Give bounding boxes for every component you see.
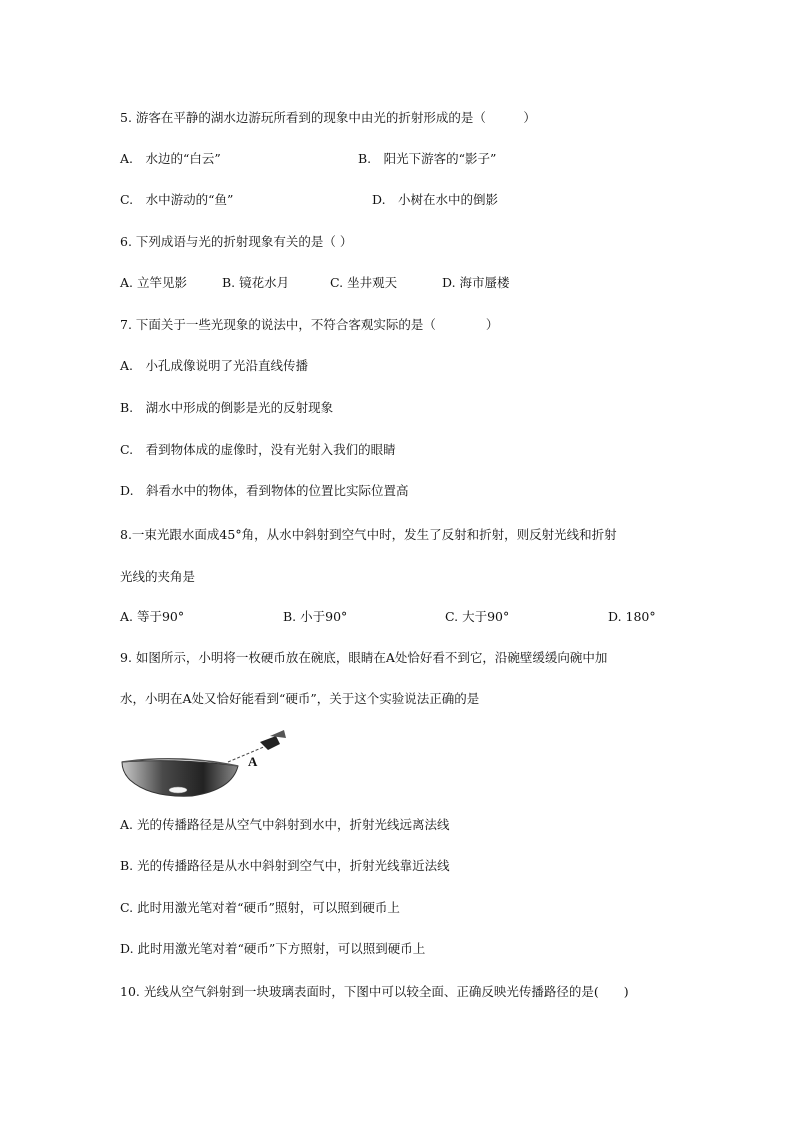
question-7-option-c: C. 看到物体成的虚像时，没有光射入我们的眼睛 xyxy=(120,442,396,457)
question-7-option-b: B. 湖水中形成的倒影是光的反射现象 xyxy=(120,400,334,415)
question-9-option-a: A. 光的传播路径是从空气中斜射到水中，折射光线远离法线 xyxy=(120,817,450,832)
question-8-option-b: B. 小于90° xyxy=(283,609,348,624)
question-7-option-a: A. 小孔成像说明了光沿直线传播 xyxy=(120,358,309,373)
question-6-option-a: A. 立竿见影 xyxy=(120,275,187,290)
question-8-stem-line-2: 光线的夹角是 xyxy=(120,569,196,584)
question-5-stem: 5. 游客在平静的湖水边游玩所看到的现象中由光的折射形成的是（ ） xyxy=(120,110,536,125)
question-10-stem: 10. 光线从空气斜射到一块玻璃表面时，下图中可以较全面、正确反映光传播路径的是( ) xyxy=(120,984,629,999)
question-6-stem: 6. 下列成语与光的折射现象有关的是（ ） xyxy=(120,234,353,249)
question-8-option-c: C. 大于90° xyxy=(445,609,510,624)
question-5-option-b: B. 阳光下游客的“影子” xyxy=(358,151,497,166)
bowl-coin-figure xyxy=(120,724,288,802)
figure-label-a: A xyxy=(248,754,258,769)
coin-shape xyxy=(169,787,187,793)
question-5-option-c: C. 水中游动的“鱼” xyxy=(120,192,234,207)
question-6-option-b: B. 镜花水月 xyxy=(222,275,290,290)
question-5-option-a: A. 水边的“白云” xyxy=(120,151,221,166)
question-9-stem-line-2: 水，小明在A处又恰好能看到“硬币”，关于这个实验说法正确的是 xyxy=(120,691,480,706)
question-8-option-a: A. 等于90° xyxy=(120,609,185,624)
question-9-option-d: D. 此时用激光笔对着“硬币”下方照射，可以照到硬币上 xyxy=(120,941,426,956)
question-6-option-d: D. 海市蜃楼 xyxy=(442,275,510,290)
question-5-option-d: D. 小树在水中的倒影 xyxy=(372,192,499,207)
sight-line xyxy=(228,746,266,762)
question-9-option-b: B. 光的传播路径是从水中斜射到空气中，折射光线靠近法线 xyxy=(120,858,450,873)
question-7-stem: 7. 下面关于一些光现象的说法中，不符合客观实际的是（ ） xyxy=(120,317,499,332)
question-8-stem-line-1: 8.一束光跟水面成45°角，从水中斜射到空气中时，发生了反射和折射，则反射光线和折射 xyxy=(120,527,617,542)
question-8-option-d: D. 180° xyxy=(608,609,656,624)
question-9-stem-line-1: 9. 如图所示，小明将一枚硬币放在碗底，眼睛在A处恰好看不到它，沿碗壁缓缓向碗中加 xyxy=(120,650,608,665)
question-6-option-c: C. 坐井观天 xyxy=(330,275,398,290)
eye-icon xyxy=(260,736,280,750)
bowl-figure-svg xyxy=(120,724,288,802)
question-7-option-d: D. 斜看水中的物体，看到物体的位置比实际位置高 xyxy=(120,483,409,498)
question-9-option-c: C. 此时用激光笔对着“硬币”照射，可以照到硬币上 xyxy=(120,900,400,915)
